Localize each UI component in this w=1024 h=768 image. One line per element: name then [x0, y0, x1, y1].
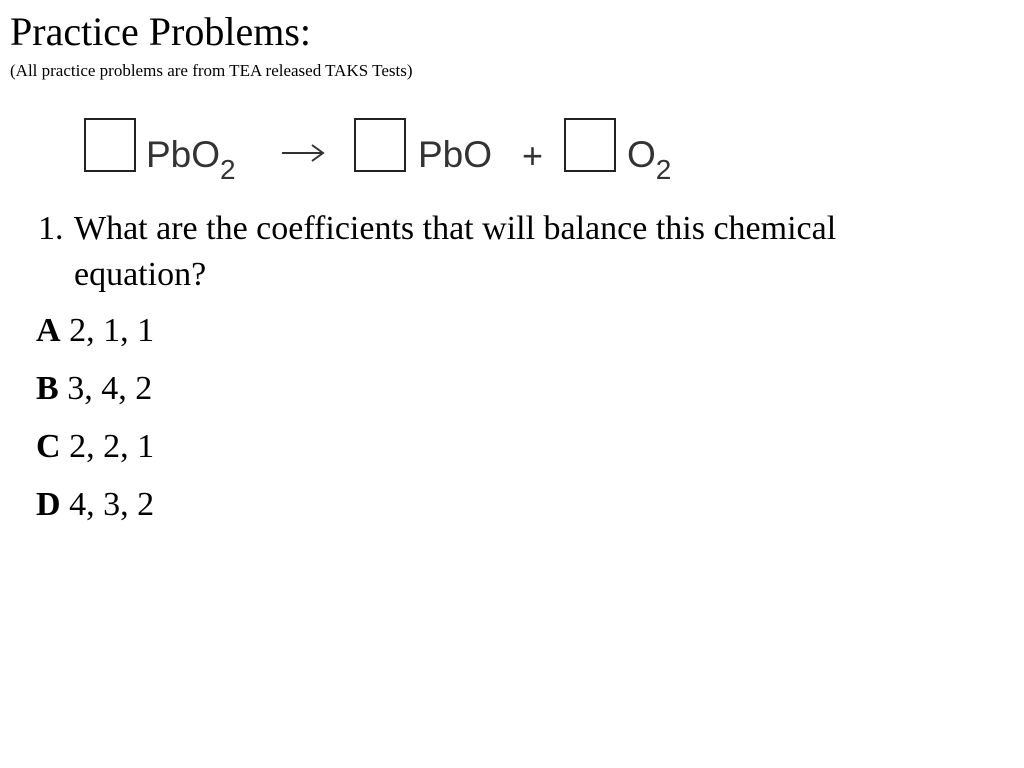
- question-text-line1: What are the coefficients that will balance this chemical: [74, 210, 837, 247]
- reactant-element: PbO: [146, 134, 221, 175]
- coefficient-box-reactant: [84, 118, 136, 172]
- answer-choices: [36, 308, 154, 540]
- choice-letter: A: [36, 312, 61, 349]
- right-arrow-icon: [280, 142, 326, 164]
- choice-a: [36, 308, 154, 366]
- choice-value: 4, 3, 2: [69, 486, 155, 523]
- choice-letter: D: [36, 486, 61, 523]
- choice-value: 3, 4, 2: [67, 370, 153, 407]
- product2-element: O: [627, 134, 656, 175]
- choice-value: 2, 1, 1: [69, 312, 155, 349]
- reactant-formula: [146, 134, 236, 185]
- product2-formula: [627, 134, 672, 185]
- coefficient-box-product1: [354, 118, 406, 172]
- page-subtitle: (All practice problems are from TEA released TAKS Tests): [10, 61, 413, 80]
- choice-value: 2, 2, 1: [69, 428, 155, 465]
- product1-formula: [418, 135, 492, 175]
- coefficient-box-product2: [564, 118, 616, 172]
- question-1: [38, 206, 998, 298]
- product2-subscript: 2: [655, 154, 672, 185]
- choice-letter: C: [36, 428, 61, 465]
- question-number: 1.: [38, 210, 64, 247]
- choice-letter: B: [36, 370, 59, 407]
- choice-b: [36, 366, 154, 424]
- reactant-subscript: 2: [220, 154, 236, 185]
- product1-element: PbO: [418, 134, 493, 175]
- page-title: Practice Problems:: [10, 9, 312, 54]
- plus-sign: +: [522, 135, 544, 176]
- question-text-line2: equation?: [74, 256, 207, 293]
- choice-c: [36, 424, 154, 482]
- choice-d: [36, 482, 154, 540]
